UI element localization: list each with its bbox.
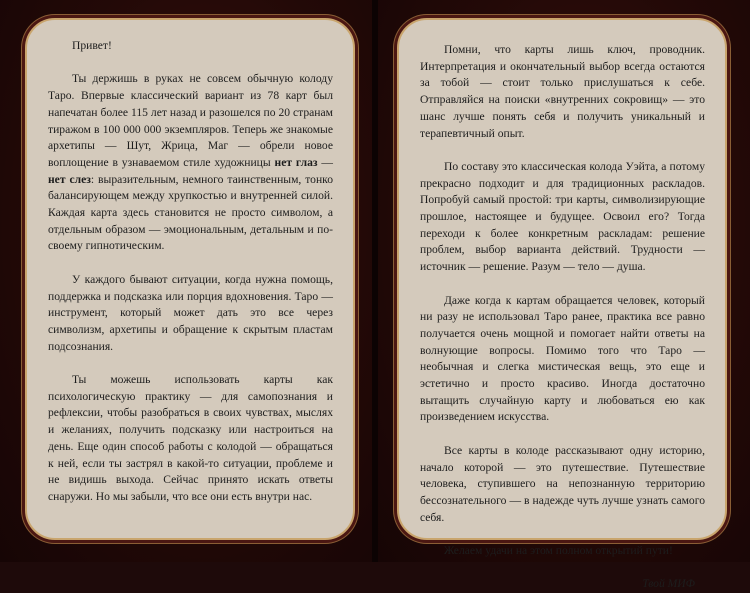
right-paragraph-5: Желаем удачи на этом полном открытий пути! [444, 544, 673, 558]
artist-name-part-1: нет глаз [274, 155, 318, 169]
left-p1-text-start: Ты держишь в руках не совсем обычную колоду Таро. Впервые классический вариант из 78 карт был напечатан более 115 лет назад и разошелся по 20 странам тиражом в 100 000 000 экземпляров. Теперь же знакомые архетипы — Шут, Жрица, Маг — обрели новое воплощение в узнаваемом стиле художницы [48, 72, 333, 169]
left-paragraph-3: Ты можешь использовать карты как психологическую практику — для самопознания и рефлексии, чтобы разобраться в своих чувствах, мыслях и желаниях, получить подсказку или настроиться на день. Еще один способ работы с колодой — обращаться к ней, если ты застрял в какой-то ситуации, проблеме и не видишь выхода. Сейчас принято искать ответы снаружи. Но мы забыли, что все они есть внутри нас. [48, 373, 333, 503]
right-paragraph-3: Даже когда к картам обращается человек, который ни разу не использовал Таро ранее, практика все равно получается очень мощной и помогает найти ответы на волнующие вопросы. Помимо того что Таро — необычная и слегка мистическая вещь, это еще и эстетично и просто красиво. Иногда достаточно вытащить случайную карту и любоваться ею как произведением искусства. [420, 293, 705, 424]
right-page [378, 0, 750, 591]
artist-name-dash: — [317, 155, 333, 169]
left-page [0, 0, 372, 562]
right-paragraph-4: Все карты в колоде рассказывают одну историю, начало которой — это путешествие. Путешествие человека, ступившего на непознанную территорию бессознательного — в надежде чуть лучше узнать самого себя. [420, 443, 705, 524]
left-paragraph-1 [48, 71, 333, 255]
signature: Твой МИФ [642, 577, 695, 591]
right-paragraph-1: Помни, что карты лишь ключ, проводник. Интерпретация и окончательный выбор всегда остаются за тобой — стоит только прислушаться к себе. Отправляйся на поиски «внутренних сокровищ» — это шанс лучше понять себя и получить уникальный и терапевтичный опыт. [420, 43, 705, 140]
right-text-card [397, 18, 727, 591]
left-paragraph-2: У каждого бывают ситуации, когда нужна помощь, поддержка и подсказка или порция вдохновения. Таро — инструмент, который может дать это все через символизм, архетипы и обращение к скрытым пластам подсознания. [48, 272, 333, 353]
left-text-card [25, 18, 355, 540]
right-paragraph-2: По составу это классическая колода Уэйта, а потому прекрасно подходит и для традиционных раскладов. Попробуй самый простой: три карты, символизирующие прошлое, настоящее и будущее. Освоил его? Тогда переходи к более конкретным раскладам: решение проблем, выбор варианта действий. Трудности — источник — решение. Разум — тело — душа. [420, 159, 705, 274]
artist-name-part-2: нет слез [48, 172, 91, 186]
greeting: Привет! [72, 39, 112, 52]
left-p1-text-end: : выразительным, немного таинственным, тонко балансирующем между хрупкостью и внутренней силой. Каждая карта здесь становится не просто символом, а отдельным образом — эмоциональным, детальным и по-своему гипнотическим. [48, 172, 333, 253]
